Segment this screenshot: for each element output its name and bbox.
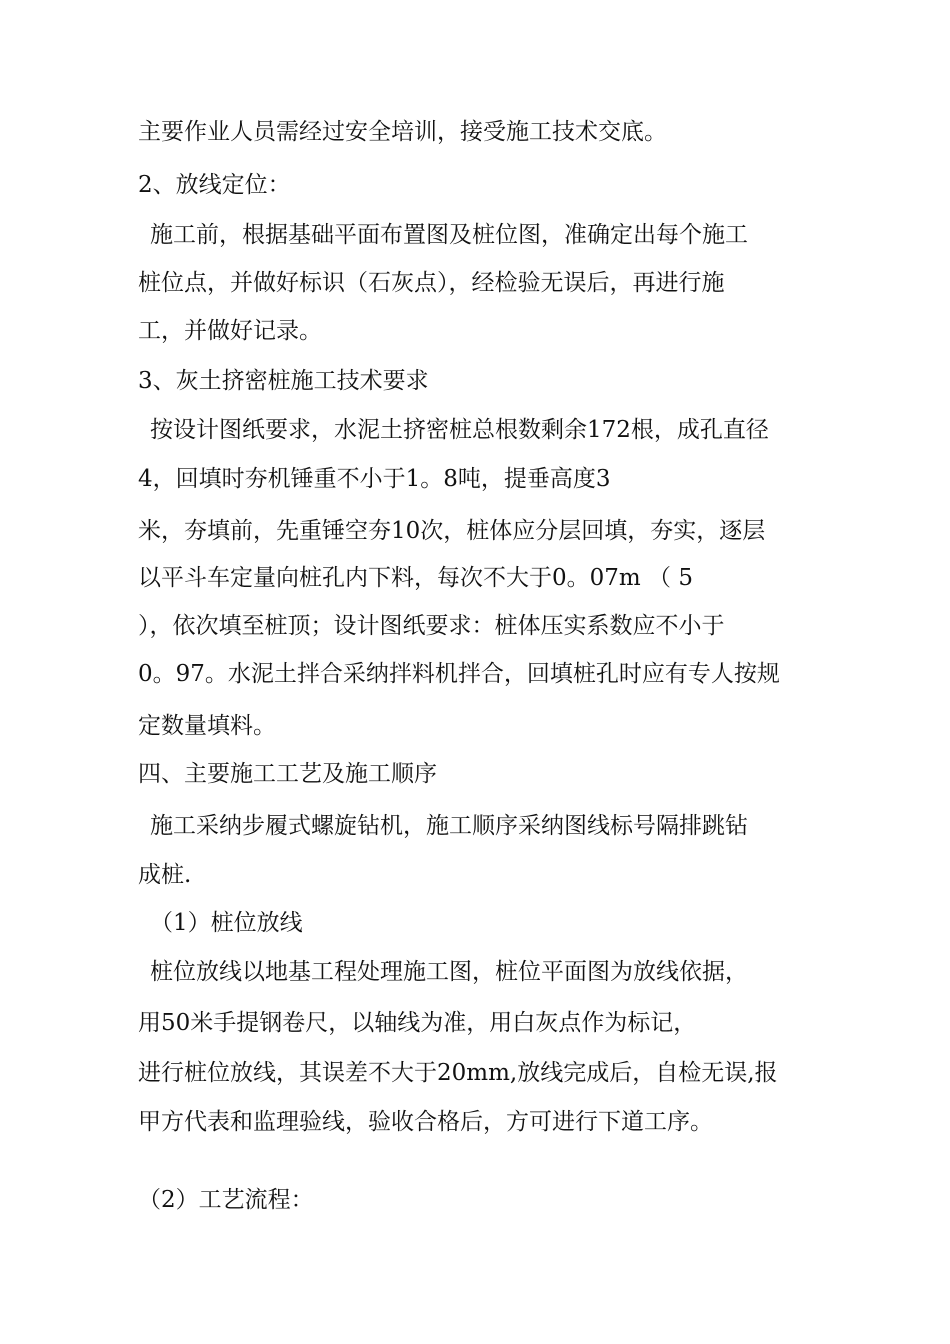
text-line-11: ），依次填至桩顶；设计图纸要求：桩体压实系数应不小于 <box>138 613 725 639</box>
text-line-20: 进行桩位放线，其误差不大于20mm,放线完成后，自检无误,报 <box>138 1060 778 1086</box>
text-line-7: 按设计图纸要求，水泥土挤密桩总根数剩余172根，成孔直径 <box>150 417 769 443</box>
subsection-heading-2: （2）工艺流程： <box>138 1187 314 1213</box>
text-line-16: 成桩. <box>138 862 192 888</box>
section-heading-2: 2、放线定位： <box>138 172 291 198</box>
text-line-9: 米，夯填前，先重锤空夯10次，桩体应分层回填，夯实，逐层 <box>138 518 766 544</box>
text-line-4: 桩位点，并做好标识（石灰点），经检验无误后，再进行施 <box>138 270 725 296</box>
text-line-3: 施工前，根据基础平面布置图及桩位图，准确定出每个施工 <box>150 222 748 248</box>
subsection-heading-1: （1）桩位放线 <box>150 910 303 936</box>
text-line-1: 主要作业人员需经过安全培训，接受施工技术交底。 <box>138 119 667 145</box>
text-line-13: 定数量填料。 <box>138 713 276 739</box>
text-line-8: 4，回填时夯机锤重不小于1。8吨，提垂高度3 <box>138 466 611 492</box>
text-line-10: 以平斗车定量向桩孔内下料，每次不大于0。07m （ 5 <box>138 565 693 591</box>
section-heading-3: 3、灰土挤密桩施工技术要求 <box>138 368 429 394</box>
text-line-21: 甲方代表和监理验线，验收合格后，方可进行下道工序。 <box>138 1109 713 1135</box>
text-line-12: 0。97。水泥土拌合采纳拌料机拌合，回填桩孔时应有专人按规 <box>138 661 780 687</box>
text-line-19: 用50米手提钢卷尺，以轴线为准，用白灰点作为标记， <box>138 1010 697 1036</box>
text-line-15: 施工采纳步履式螺旋钻机，施工顺序采纳图线标号隔排跳钻 <box>150 813 748 839</box>
text-line-18: 桩位放线以地基工程处理施工图，桩位平面图为放线依据， <box>150 959 748 985</box>
text-line-5: 工，并做好记录。 <box>138 318 322 344</box>
section-heading-4: 四、主要施工工艺及施工顺序 <box>138 761 437 787</box>
